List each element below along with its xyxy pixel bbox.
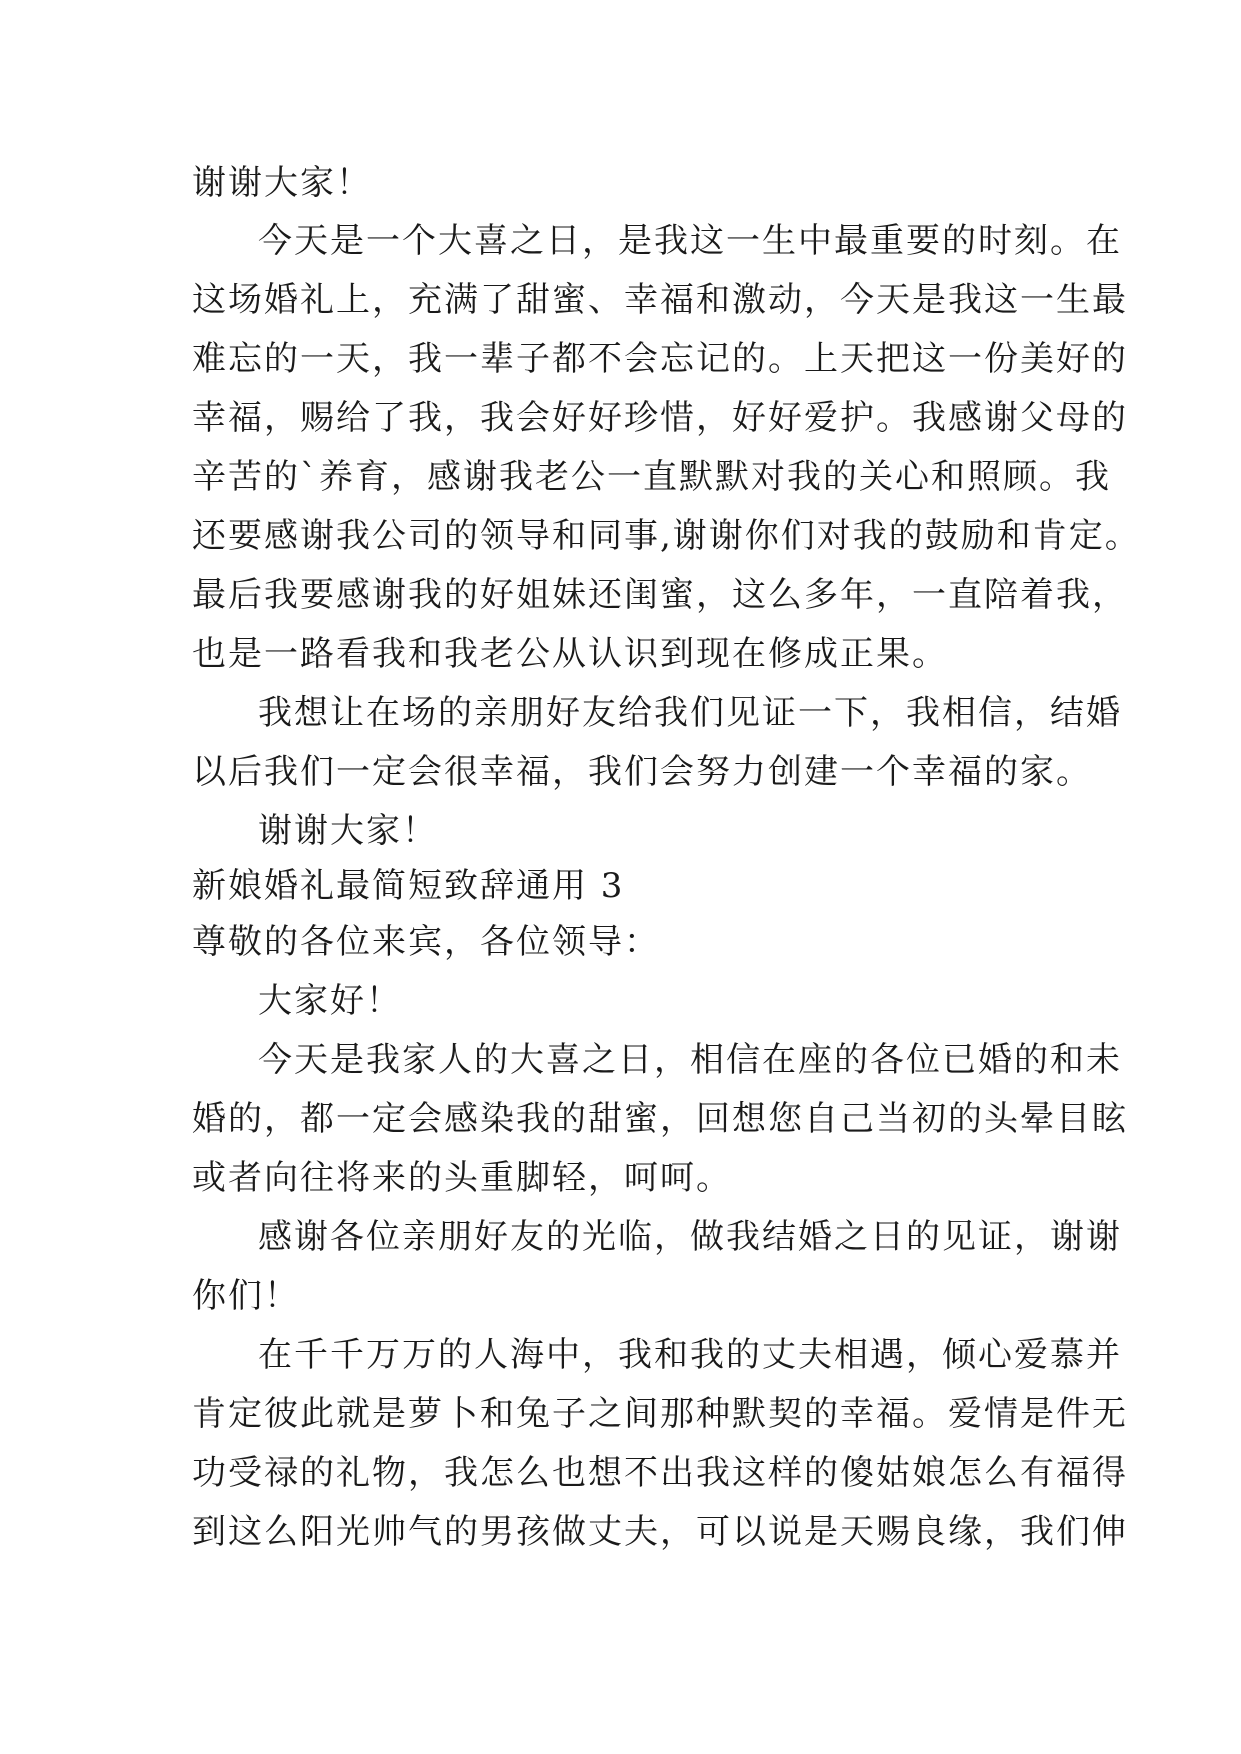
- text-line: 还要感谢我公司的领导和同事,谢谢你们对我的鼓励和肯定。: [192, 516, 1141, 556]
- text-line: 难忘的一天，我一辈子都不会忘记的。上天把这一份美好的: [192, 339, 1128, 379]
- greeting: 大家好！: [258, 981, 402, 1021]
- text-line: 肯定彼此就是萝卜和兔子之间那种默契的幸福。爱情是件无: [192, 1394, 1128, 1434]
- text-line: 幸福，赐给了我，我会好好珍惜，好好爱护。我感谢父母的: [192, 398, 1128, 438]
- text-line: 婚的，都一定会感染我的甜蜜，回想您自己当初的头晕目眩: [192, 1099, 1128, 1139]
- text-line: 你们！: [192, 1276, 300, 1316]
- text-line: 谢谢大家！: [192, 163, 372, 203]
- text-line: 最后我要感谢我的好姐妹还闺蜜，这么多年，一直陪着我，: [192, 575, 1128, 615]
- text-line: 谢谢大家！: [258, 811, 438, 851]
- text-line: 这场婚礼上，充满了甜蜜、幸福和激动，今天是我这一生最: [192, 280, 1128, 320]
- text-line: 以后我们一定会很幸福，我们会努力创建一个幸福的家。: [192, 752, 1092, 792]
- text-line: 或者向往将来的头重脚轻，呵呵。: [192, 1158, 732, 1198]
- text-line: 在千千万万的人海中，我和我的丈夫相遇，倾心爱慕并: [258, 1335, 1122, 1375]
- text-line: 今天是一个大喜之日，是我这一生中最重要的时刻。在: [258, 221, 1122, 261]
- text-line: 辛苦的`养育，感谢我老公一直默默对我的关心和照顾。我: [192, 457, 1111, 497]
- text-line: 功受禄的礼物，我怎么也想不出我这样的傻姑娘怎么有福得: [192, 1453, 1128, 1493]
- section-heading: 新娘婚礼最简短致辞通用 3: [192, 866, 625, 906]
- text-line: 到这么阳光帅气的男孩做丈夫，可以说是天赐良缘，我们伸: [192, 1512, 1128, 1552]
- text-line: 也是一路看我和我老公从认识到现在修成正果。: [192, 634, 948, 674]
- text-line: 我想让在场的亲朋好友给我们见证一下，我相信，结婚: [258, 693, 1122, 733]
- salutation: 尊敬的各位来宾，各位领导：: [192, 922, 660, 962]
- text-line: 感谢各位亲朋好友的光临，做我结婚之日的见证，谢谢: [258, 1217, 1122, 1257]
- text-line: 今天是我家人的大喜之日，相信在座的各位已婚的和未: [258, 1040, 1122, 1080]
